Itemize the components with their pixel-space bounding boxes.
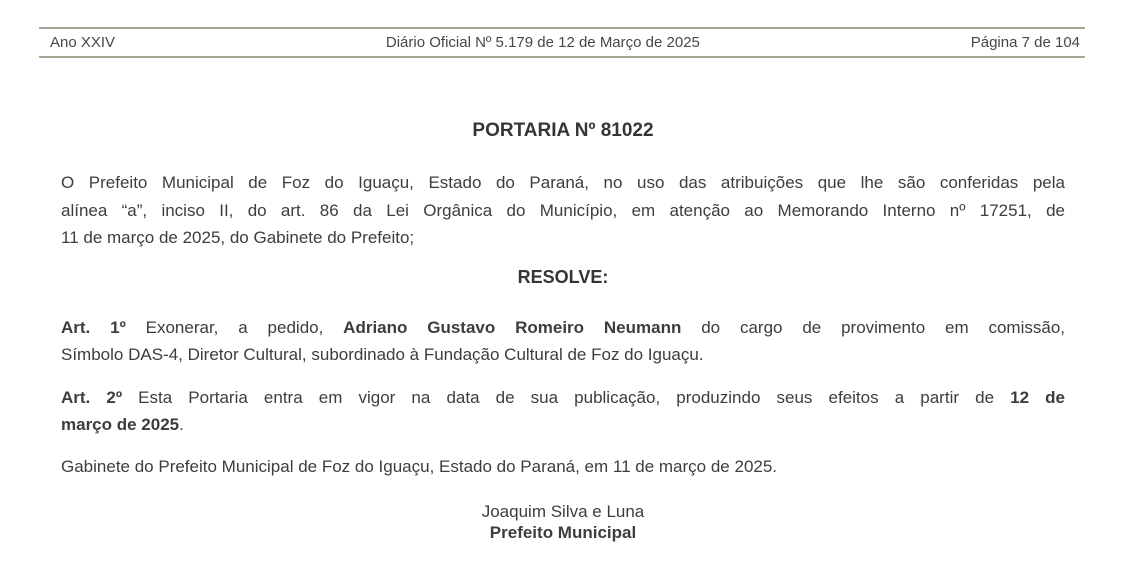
intro-paragraph: [61, 169, 1065, 252]
signer-role: Prefeito Municipal: [489, 522, 637, 542]
effective-date-part-1: 12 de: [1010, 387, 1065, 407]
article-2-label: Art. 2º: [61, 387, 123, 407]
gazette-masthead: [39, 27, 1085, 58]
intro-line-2: alínea “a”, inciso II, do art. 86 da Lei Orgânica do Município, em atenção ao Memorando Interno nº 17251, de: [61, 200, 1065, 220]
article-1-line-1: [61, 314, 1065, 342]
signature-block: [61, 502, 1065, 543]
signer-name: Joaquim Silva e Luna: [481, 502, 645, 521]
article-2-paragraph: [61, 384, 1065, 439]
portaria-title: PORTARIA Nº 81022: [472, 120, 654, 141]
exonerated-person-name: Adriano Gustavo Romeiro Neumann: [343, 317, 682, 337]
closing-line: Gabinete do Prefeito Municipal de Foz do Iguaçu, Estado do Paraná, em 11 de março de 2025.: [61, 456, 778, 476]
article-2-line-2: [61, 411, 1065, 439]
article-1-text-1: Exonerar, a pedido,: [125, 317, 344, 337]
intro-line-3: 11 de março de 2025, do Gabinete do Prefeito;: [61, 228, 415, 247]
edition-year: Ano XXIV: [50, 34, 116, 51]
article-1-paragraph: [61, 314, 1065, 369]
article-2-text-1: Esta Portaria entra em vigor na data de sua publicação, produzindo seus efeitos a partir de: [122, 387, 1011, 407]
article-1-label: Art. 1º: [61, 317, 126, 337]
article-1-text-2: do cargo de provimento em comissão,: [681, 317, 1066, 337]
gazette-issue-title: Diário Oficial Nº 5.179 de 12 de Março de 2025: [385, 34, 700, 51]
effective-date-part-2: março de 2025: [61, 415, 180, 434]
article-2-line-1: [61, 384, 1065, 412]
article-2-period: .: [179, 415, 184, 434]
page-number: Página 7 de 104: [970, 34, 1080, 51]
document-body: [61, 120, 1065, 543]
intro-line-1: O Prefeito Municipal de Foz do Iguaçu, Estado do Paraná, no uso das atribuições que lhe são conferidas pela: [61, 173, 1065, 192]
resolve-heading: RESOLVE:: [517, 266, 609, 287]
article-1-line-2: Símbolo DAS-4, Diretor Cultural, subordinado à Fundação Cultural de Foz do Iguaçu.: [61, 345, 704, 364]
